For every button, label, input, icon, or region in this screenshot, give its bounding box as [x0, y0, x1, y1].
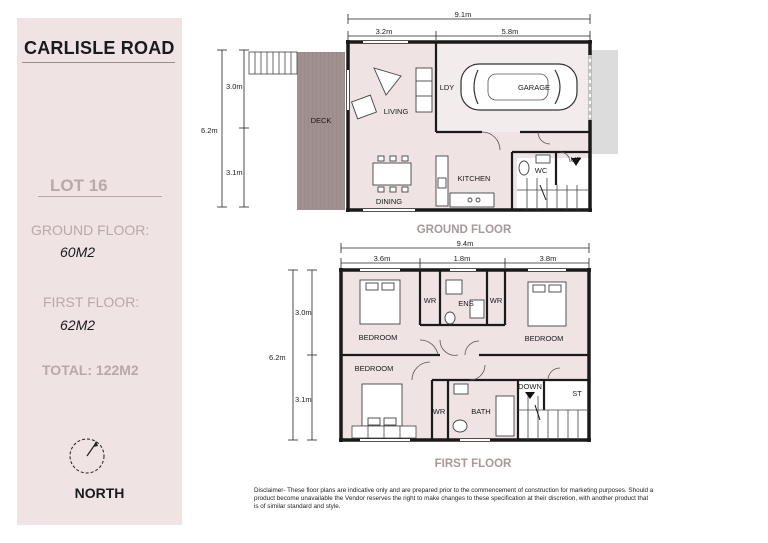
- ff-dim-mid-width: 1.8m: [453, 254, 471, 263]
- first-floor-area: 62M2: [60, 317, 96, 333]
- room-label-ens: ENS: [458, 299, 474, 308]
- dining-table: [373, 156, 411, 192]
- room-label-bedroom-bottom-left: BEDROOM: [354, 364, 394, 373]
- gf-dim-total-depth: 6.2m: [201, 126, 218, 135]
- room-label-wr-2: WR: [489, 296, 503, 305]
- room-label-st: ST: [572, 389, 582, 398]
- room-label-ldy: LDY: [439, 83, 455, 92]
- room-label-wr-1: WR: [423, 296, 437, 305]
- ff-dim-bottom-depth: 3.1m: [295, 395, 312, 404]
- room-label-bath: BATH: [471, 407, 491, 416]
- ff-dim-total-depth: 6.2m: [269, 353, 286, 362]
- room-label-deck: DECK: [310, 116, 332, 125]
- ff-dim-right-width: 3.8m: [539, 254, 557, 263]
- room-label-wc: WC: [534, 166, 548, 175]
- deck-steps: [249, 52, 297, 74]
- north-label: NORTH: [74, 485, 125, 501]
- ground-floor-area: 60M2: [60, 244, 96, 260]
- ground-floor-plan: [201, 10, 618, 236]
- project-title: CARLISLE ROAD: [24, 38, 175, 58]
- room-label-wr-3: WR: [432, 407, 446, 416]
- gf-dim-left-width: 3.2m: [375, 27, 393, 36]
- ground-floor-heading: GROUND FLOOR: [416, 224, 512, 236]
- total-area: TOTAL: 122M2: [42, 362, 139, 378]
- gf-dim-total-width: 9.1m: [454, 10, 472, 19]
- gf-dim-bottom-depth: 3.1m: [226, 168, 243, 177]
- room-label-up: UP: [570, 155, 582, 164]
- wardrobe-icons: [352, 426, 416, 438]
- first-floor-plan: [269, 239, 591, 470]
- gf-dim-right-width: 5.8m: [501, 27, 519, 36]
- room-label-bedroom-top-left: BEDROOM: [358, 333, 398, 342]
- room-label-bedroom-top-right: BEDROOM: [524, 334, 564, 343]
- ff-dim-top-depth: 3.0m: [295, 308, 312, 317]
- room-label-kitchen: KITCHEN: [457, 174, 491, 183]
- lot-number: LOT 16: [50, 176, 108, 195]
- room-label-living: LIVING: [383, 107, 409, 116]
- room-label-garage: GARAGE: [517, 83, 551, 92]
- disclaimer-text: Disclaimer- These floor plans are indicative only and are prepared prior to the commencement of construction for marketing purposes. Should a product become unavailable the Vendor reserves the right to make changes to these specification at their discretion, with another product that is of similar standard and style.: [254, 487, 654, 510]
- ground-floor-label: GROUND FLOOR:: [31, 222, 150, 238]
- room-label-down: DOWN: [518, 382, 542, 391]
- deck-area: [297, 52, 345, 210]
- driveway: [590, 50, 618, 154]
- gf-dim-top-depth: 3.0m: [226, 82, 243, 91]
- room-label-dining: DINING: [375, 197, 403, 206]
- first-floor-label: FIRST FLOOR:: [43, 294, 140, 310]
- first-floor-heading: FIRST FLOOR: [434, 458, 512, 470]
- ff-dim-total-width: 9.4m: [456, 239, 474, 248]
- ff-dim-left-width: 3.6m: [373, 254, 391, 263]
